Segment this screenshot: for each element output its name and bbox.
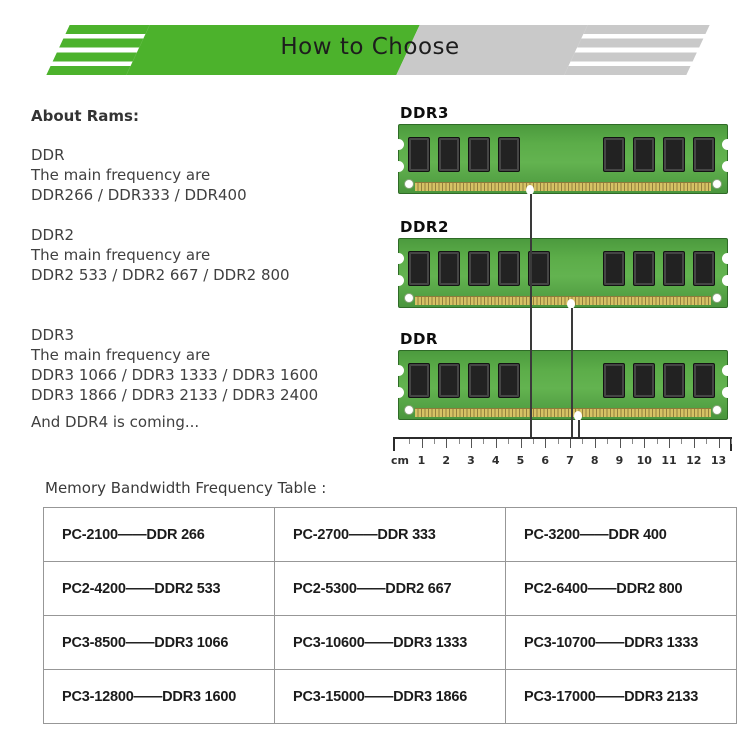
ram-pcb-board xyxy=(398,124,728,194)
notch-pointer-line xyxy=(571,308,573,437)
ruler-minor-tick xyxy=(459,439,460,444)
table-cell: PC3-8500——DDR3 1066 xyxy=(44,616,275,670)
mount-hole xyxy=(712,293,722,303)
ruler-cm-tick xyxy=(595,439,596,448)
table-cell: PC2-6400——DDR2 800 xyxy=(506,562,737,616)
ruler-cm-tick xyxy=(644,439,645,448)
memory-chip xyxy=(408,137,430,172)
about-line: DDR2 xyxy=(31,226,75,244)
memory-chip xyxy=(693,137,715,172)
memory-chip xyxy=(468,251,490,286)
pcb-side-notch xyxy=(722,139,733,150)
ruler-unit-label: 10 xyxy=(636,454,652,467)
ruler-unit-label: 11 xyxy=(661,454,677,467)
ruler-cm-tick xyxy=(719,439,720,448)
ruler-unit-label: 5 xyxy=(516,454,525,467)
ruler-unit-label: 4 xyxy=(491,454,500,467)
ruler-minor-tick xyxy=(558,439,559,444)
memory-chip xyxy=(633,137,655,172)
ram-pcb-board xyxy=(398,350,728,420)
memory-chip xyxy=(498,137,520,172)
pcb-side-notch xyxy=(393,253,404,264)
ruler-unit-label: 1 xyxy=(417,454,426,467)
table-cell: PC3-15000——DDR3 1866 xyxy=(275,670,506,724)
table-cell: PC-3200——DDR 400 xyxy=(506,508,737,562)
mount-hole xyxy=(404,179,414,189)
memory-chip xyxy=(693,251,715,286)
pcb-side-notch xyxy=(393,275,404,286)
speed-stripes-right-decoration xyxy=(564,25,709,75)
gold-contact-strip xyxy=(415,296,711,305)
ruler-cm-tick xyxy=(446,439,447,448)
ram-module-label: DDR xyxy=(400,330,438,348)
pcb-side-notch xyxy=(393,365,404,376)
memory-chip xyxy=(663,251,685,286)
ruler-minor-tick xyxy=(706,439,707,444)
ruler-cm-tick xyxy=(496,439,497,448)
about-paragraph xyxy=(31,145,247,205)
memory-chip xyxy=(633,251,655,286)
about-line: DDR xyxy=(31,146,65,164)
memory-chip xyxy=(438,137,460,172)
about-line: DDR266 / DDR333 / DDR400 xyxy=(31,186,247,204)
table-cell: PC3-10600——DDR3 1333 xyxy=(275,616,506,670)
memory-chip xyxy=(438,251,460,286)
ruler-minor-tick xyxy=(533,439,534,444)
table-cell: PC3-12800——DDR3 1600 xyxy=(44,670,275,724)
table-cell: PC-2700——DDR 333 xyxy=(275,508,506,562)
gold-contact-strip xyxy=(415,182,711,191)
pcb-side-notch xyxy=(722,365,733,376)
ruler-minor-tick xyxy=(508,439,509,444)
ruler-unit-label: 12 xyxy=(686,454,702,467)
pcb-side-notch xyxy=(393,139,404,150)
table-row xyxy=(44,562,737,616)
header-title: How to Choose xyxy=(280,34,460,60)
ruler-minor-tick xyxy=(434,439,435,444)
table-row xyxy=(44,670,737,724)
ruler-minor-tick xyxy=(607,439,608,444)
about-paragraph xyxy=(31,325,318,405)
ruler-unit-label: 7 xyxy=(566,454,574,467)
pcb-side-notch xyxy=(393,161,404,172)
memory-chip xyxy=(603,363,625,398)
ruler-cm-tick xyxy=(521,439,522,448)
ram-module-ddr xyxy=(398,330,728,420)
ruler-cm-tick xyxy=(545,439,546,448)
ruler-cm-tick xyxy=(694,439,695,448)
memory-chip xyxy=(408,363,430,398)
notch-pointer-line xyxy=(578,420,580,437)
ruler-minor-tick xyxy=(657,439,658,444)
memory-chip xyxy=(468,137,490,172)
ram-module-label: DDR2 xyxy=(400,218,449,236)
ruler-cm-tick xyxy=(620,439,621,448)
memory-chip xyxy=(498,363,520,398)
gold-contact-strip xyxy=(415,408,711,417)
ram-module-ddr2 xyxy=(398,218,728,308)
table-cell: PC-2100——DDR 266 xyxy=(44,508,275,562)
pcb-side-notch xyxy=(722,387,733,398)
mount-hole xyxy=(712,179,722,189)
pcb-side-notch xyxy=(393,387,404,398)
about-line: DDR3 1866 / DDR3 2133 / DDR3 2400 xyxy=(31,386,319,404)
table-cell: PC3-10700——DDR3 1333 xyxy=(506,616,737,670)
ruler-minor-tick xyxy=(731,439,732,444)
table-cell: PC3-17000——DDR3 2133 xyxy=(506,670,737,724)
ruler-cm-tick xyxy=(570,439,571,448)
ruler-minor-tick xyxy=(582,439,583,444)
ruler-minor-tick xyxy=(409,439,410,444)
memory-chip xyxy=(603,251,625,286)
ruler xyxy=(393,437,738,475)
pcb-side-notch xyxy=(722,275,733,286)
ruler-end-cap xyxy=(393,437,395,451)
ram-module-label: DDR3 xyxy=(400,104,449,122)
mount-hole xyxy=(404,293,414,303)
memory-chip xyxy=(663,363,685,398)
ruler-unit-label: 3 xyxy=(467,454,475,467)
about-paragraph xyxy=(31,225,290,285)
ruler-minor-tick xyxy=(483,439,484,444)
mount-hole xyxy=(712,405,722,415)
ruler-unit-label: 9 xyxy=(615,454,624,467)
table-row xyxy=(44,508,737,562)
memory-chip xyxy=(468,363,490,398)
ruler-unit-label: 13 xyxy=(710,454,727,467)
ruler-unit-label: 6 xyxy=(541,454,550,467)
mount-hole xyxy=(404,405,414,415)
notch-pointer-line xyxy=(530,194,532,437)
about-line: DDR3 xyxy=(31,326,75,344)
memory-chip xyxy=(633,363,655,398)
about-line: DDR2 533 / DDR2 667 / DDR2 800 xyxy=(31,266,290,284)
frequency-table xyxy=(43,507,737,724)
about-line: The main frequency are xyxy=(31,346,211,364)
ruler-minor-tick xyxy=(681,439,682,444)
ddr4-footnote: And DDR4 is coming... xyxy=(31,413,200,431)
ram-module-ddr3 xyxy=(398,104,728,194)
memory-chip xyxy=(408,251,430,286)
about-line: The main frequency are xyxy=(31,246,211,264)
memory-chip xyxy=(693,363,715,398)
pcb-side-notch xyxy=(722,253,733,264)
about-line: The main frequency are xyxy=(31,166,211,184)
table-title: Memory Bandwidth Frequency Table : xyxy=(45,479,327,497)
table-cell: PC2-4200——DDR2 533 xyxy=(44,562,275,616)
about-line: DDR3 1066 / DDR3 1333 / DDR3 1600 xyxy=(31,366,319,384)
ruler-cm-tick xyxy=(471,439,472,448)
ruler-minor-tick xyxy=(632,439,633,444)
ram-pcb-board xyxy=(398,238,728,308)
ruler-unit-label: cm xyxy=(391,454,409,467)
memory-chip xyxy=(663,137,685,172)
pcb-side-notch xyxy=(722,161,733,172)
ruler-cm-tick xyxy=(422,439,423,448)
memory-chip xyxy=(498,251,520,286)
memory-chip xyxy=(603,137,625,172)
memory-chip xyxy=(438,363,460,398)
frequency-table-wrap xyxy=(43,507,737,724)
table-cell: PC2-5300——DDR2 667 xyxy=(275,562,506,616)
ruler-unit-label: 8 xyxy=(590,454,599,467)
about-rams-heading: About Rams: xyxy=(31,107,139,125)
table-row xyxy=(44,616,737,670)
ruler-cm-tick xyxy=(669,439,670,448)
ruler-unit-label: 2 xyxy=(442,454,451,467)
